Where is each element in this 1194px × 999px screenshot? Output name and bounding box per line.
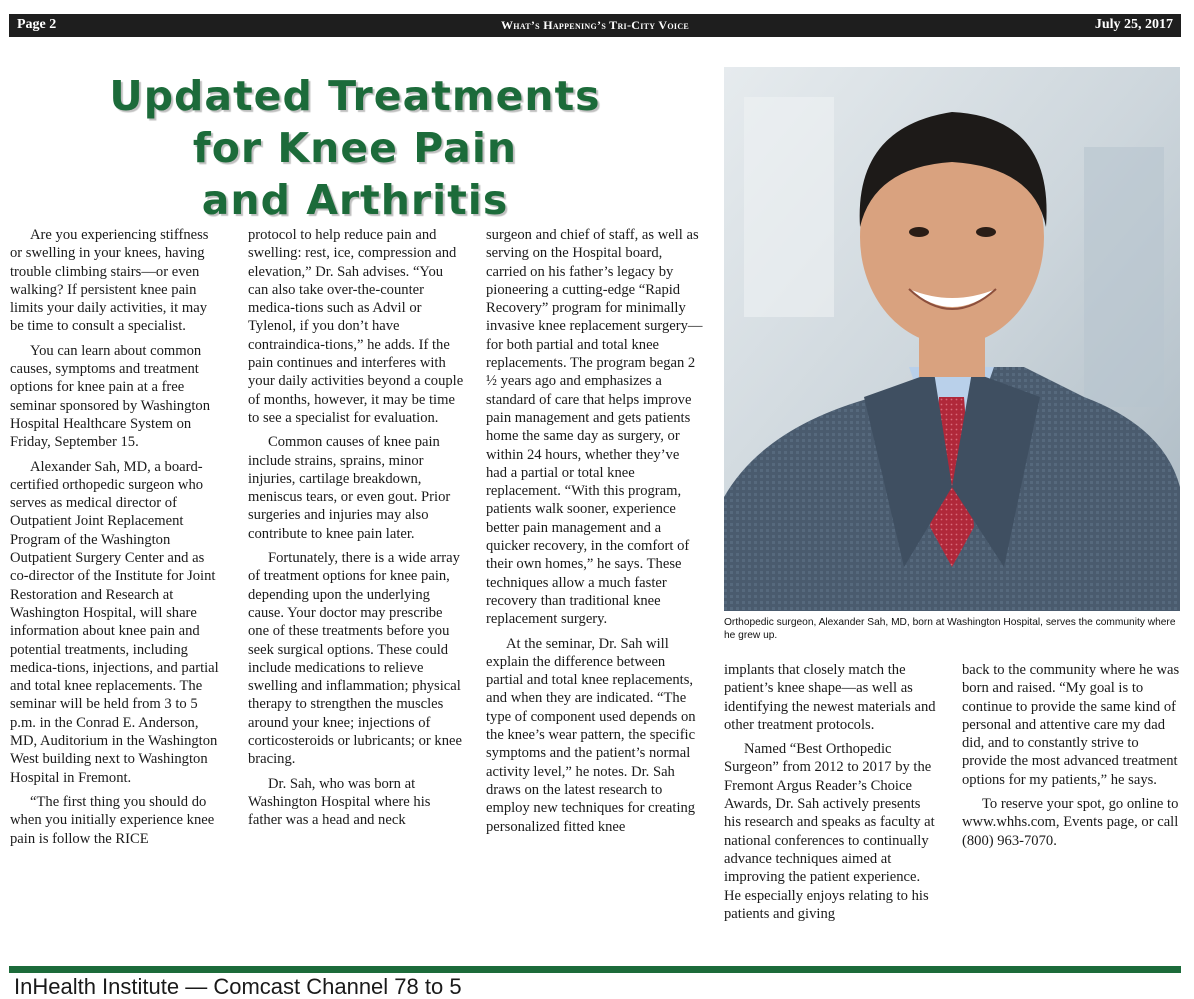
paragraph-continued: protocol to help reduce pain and swelling: rest, ice, compression and elevation,” Dr. Sah advises. “You can also take over-the-counter medica-tions such as Advil or Tylenol, if you don’t have contraindica-tions,” he adds. If the pain continues and interferes with your daily activities beyond a couple of months, however, it may be time to see a specialist for evaluation. [248, 227, 464, 426]
article-column-4 [724, 661, 940, 929]
issue-date: July 25, 2017 [1094, 17, 1173, 32]
paragraph: Alexander Sah, MD, a board-certified orthopedic surgeon who serves as medical director of Outpatient Joint Replacement Program of the Washington Outpatient Surgery Center and as co-director of the Institute for Joint Restoration and Research at Washington Hospital, will share information about knee pain and potential treatments, including medica-tions, injections, and partial and total knee replacements. The seminar will be held from 3 to 5 p.m. in the Conrad E. Anderson, MD, Auditorium in the Washington West building next to Washington Hospital in Fremont. [10, 458, 219, 786]
photo-caption: Orthopedic surgeon, Alexander Sah, MD, born at Washington Hospital, serves the community where he grew up. [724, 617, 1176, 641]
article-column-5 [962, 661, 1182, 856]
paragraph: To reserve your spot, go online to www.whhs.com, Events page, or call (800) 963-7070. [962, 796, 1179, 849]
paragraph-continued: implants that closely match the patient’s knee shape—as well as identifying the newest materials and other treatment protocols. [724, 662, 936, 733]
page-number: Page 2 [17, 17, 57, 32]
paragraph: Dr. Sah, who was born at Washington Hospital where his father was a head and neck [248, 775, 431, 829]
headline-line-3: and Arthritis [201, 176, 509, 224]
paragraph: Common causes of knee pain include strains, sprains, minor injuries, cartilage breakdown, meniscus tears, or even gout. Prior surgeries and injuries may also contribute to knee pain later. [248, 434, 451, 542]
paragraph-continued: back to the community where he was born and raised. “My goal is to continue to provide the same kind of personal and attentive care my dad did, and to constantly strive to provide the most advanced treatment options for my patients,” he says. [962, 662, 1180, 788]
paragraph: “The first thing you should do when you initially experience knee pain is follow the RICE [10, 793, 215, 847]
footer-text-content: InHealth Institute — Comcast Channel 78 to 5 [14, 974, 462, 999]
article-headline [14, 70, 696, 226]
paragraph: Fortunately, there is a wide array of treatment options for knee pain, depending upon the underlying cause. Your doctor may prescribe one of these treatments before you seek surgical options. These could include medications to relieve swelling and inflammation; physical therapy to strengthen the muscles around your knee; injections of corticosteroids or lubricants; or knee bracing. [248, 550, 462, 768]
footer-text [14, 974, 462, 999]
article-column-2 [248, 226, 464, 836]
article-column-3 [486, 226, 704, 842]
headline-line-1: Updated Treatments [109, 72, 601, 120]
paragraph: At the seminar, Dr. Sah will explain the difference between partial and total knee replacements, and when they are indicated. “The type of component used depends on the knee’s wear pattern, the specific symptoms and the patient’s normal activity level,” he notes. Dr. Sah draws on the latest research to employ new techniques for creating personalized fitted knee [486, 635, 696, 835]
article-column-1 [10, 226, 223, 854]
headline-line-2: for Knee Pain [192, 124, 518, 172]
paragraph-continued: surgeon and chief of staff, as well as serving on the Hospital board, carried on his father’s legacy by pioneering a cutting-edge “Rapid Recovery” program for minimally invasive knee replacement surgery—for both partial and total knee replacements. The program began 2 ½ years ago and emphasizes a standard of care that helps improve pain management and gets patients home the same day as surgery, or within 24 hours, whether they’ve had a partial or total knee replacement. “With this program, patients walk sooner, experience better pain management and a quicker recovery, in the comfort of their own homes,” he says. These techniques allow a much faster recovery than traditional knee replacement surgery. [486, 227, 703, 628]
publication-name: What’s Happening’s Tri-City Voice [500, 18, 690, 32]
page-header [9, 14, 1181, 37]
surgeon-portrait-photo [724, 67, 1180, 611]
portrait-illustration [724, 67, 1180, 611]
footer-rule [9, 966, 1181, 973]
paragraph: Are you experiencing stiffness or swelling in your knees, having trouble climbing stairs—or even walking? If persistent knee pain limits your daily activities, it may be time to consult a specialist. [10, 227, 209, 335]
paragraph: Named “Best Orthopedic Surgeon” from 2012 to 2017 by the Fremont Argus Reader’s Choice Awards, Dr. Sah actively presents his research and speaks as faculty at national conferences to continually advance techniques aimed at improving the patient experience. He especially enjoys relating to his patients and giving [724, 741, 935, 922]
paragraph: You can learn about common causes, symptoms and treatment options for knee pain at a free seminar sponsored by Washington Hospital Healthcare System on Friday, September 15. [10, 342, 211, 451]
